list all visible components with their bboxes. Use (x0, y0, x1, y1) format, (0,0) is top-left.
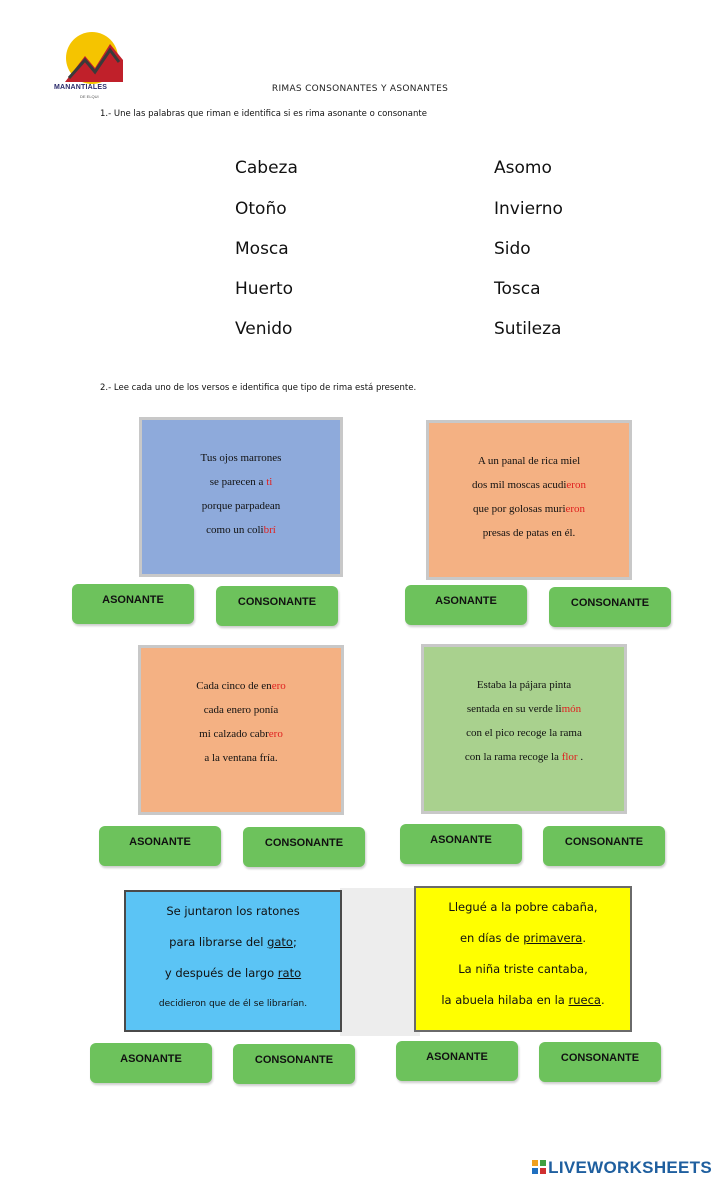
background-band (340, 888, 420, 1036)
poem-box-4 (421, 644, 627, 814)
rhyme-word: gato (267, 935, 293, 949)
rhyme-highlight: ti (266, 476, 273, 488)
poem-line: mi calzado cabr (199, 728, 269, 740)
poem-line-end: . (577, 751, 584, 763)
poem-line: a la ventana fría. (204, 752, 278, 764)
rhyme-highlight: eron (566, 479, 586, 491)
word-left-3: Mosca (235, 239, 289, 259)
poem-line: que por golosas muri (472, 503, 566, 515)
rhyme-highlight: brí (263, 524, 276, 536)
word-right-3: Sido (494, 239, 531, 259)
poem-line: dos mil moscas acudi (472, 479, 567, 491)
instruction-1: 1.- Une las palabras que riman e identifica si es rima asonante o consonante (100, 109, 427, 119)
poem-line-end: . (582, 931, 587, 945)
word-left-1: Cabeza (235, 158, 298, 178)
poem-line: la abuela hilaba en la (441, 993, 569, 1007)
poem-line: en días de (459, 931, 524, 945)
poem-line-end: . (600, 993, 605, 1007)
poem-box-1 (139, 417, 343, 577)
instruction-2: 2.- Lee cada uno de los versos e identifica que tipo de rima está presente. (100, 383, 417, 393)
poem-box-3 (138, 645, 344, 815)
asonante-button-6[interactable]: ASONANTE (396, 1041, 518, 1081)
poem-line-end: ; (292, 935, 297, 949)
poem-line: La niña triste cantaba, (458, 962, 588, 976)
consonante-button-2[interactable]: CONSONANTE (549, 587, 671, 627)
word-left-5: Venido (235, 319, 293, 339)
rhyme-word: rueca (568, 993, 601, 1007)
rhyme-word: primavera (523, 931, 583, 945)
poem-line: decidieron que de él se librarían. (158, 999, 308, 1009)
word-left-4: Huerto (235, 279, 294, 299)
asonante-button-4[interactable]: ASONANTE (400, 824, 522, 864)
rhyme-word: rato (277, 966, 302, 980)
word-right-4: Tosca (494, 279, 541, 299)
asonante-button-2[interactable]: ASONANTE (405, 585, 527, 625)
poem-line: Tus ojos marrones (200, 452, 282, 464)
poem-line: y después de largo (164, 966, 278, 980)
poem-line: se parecen a (209, 476, 267, 488)
rhyme-highlight: eron (565, 503, 586, 515)
poem-line: cada enero ponía (203, 704, 279, 716)
rhyme-highlight: flor (561, 751, 578, 763)
poem-line: Cada cinco de en (196, 680, 272, 692)
asonante-button-1[interactable]: ASONANTE (72, 584, 194, 624)
logo-text: MANANTIALES (54, 84, 108, 91)
poem-line: Llegué a la pobre cabaña, (448, 900, 598, 914)
poem-line: sentada en su verde li (466, 703, 562, 715)
poem-line: Estaba la pájara pinta (476, 679, 572, 691)
poem-box-6 (414, 886, 632, 1032)
consonante-button-4[interactable]: CONSONANTE (543, 826, 665, 866)
poem-line: Se juntaron los ratones (166, 904, 300, 918)
footer-brand: LIVEWORKSHEETS (548, 1158, 712, 1177)
word-left-2: Otoño (235, 199, 287, 219)
word-right-1: Asomo (494, 158, 552, 178)
poem-box-5 (124, 890, 342, 1032)
poem-line: con el pico recoge la rama (466, 727, 582, 739)
page-title: RIMAS CONSONANTES Y ASONANTES (271, 84, 449, 94)
consonante-button-6[interactable]: CONSONANTE (539, 1042, 661, 1082)
consonante-button-5[interactable]: CONSONANTE (233, 1044, 355, 1084)
rhyme-highlight: ero (271, 680, 286, 692)
poem-line: para librarse del (169, 935, 268, 949)
rhyme-highlight: món (561, 703, 582, 715)
poem-line: A un panal de rica miel (477, 455, 581, 467)
poem-line: con la rama recoge la (464, 751, 562, 763)
asonante-button-5[interactable]: ASONANTE (90, 1043, 212, 1083)
logo-subtext: DE ELQUI (80, 94, 99, 99)
consonante-button-1[interactable]: CONSONANTE (216, 586, 338, 626)
poem-line: como un coli (206, 524, 264, 536)
poem-box-2 (426, 420, 632, 580)
liveworksheets-icon (532, 1160, 546, 1174)
word-right-5: Sutileza (494, 319, 562, 339)
rhyme-highlight: ero (268, 728, 283, 740)
word-right-2: Invierno (494, 199, 563, 219)
poem-line: porque parpadean (201, 500, 281, 512)
asonante-button-3[interactable]: ASONANTE (99, 826, 221, 866)
consonante-button-3[interactable]: CONSONANTE (243, 827, 365, 867)
liveworksheets-logo (532, 1158, 712, 1178)
poem-line: presas de patas en él. (482, 527, 576, 539)
